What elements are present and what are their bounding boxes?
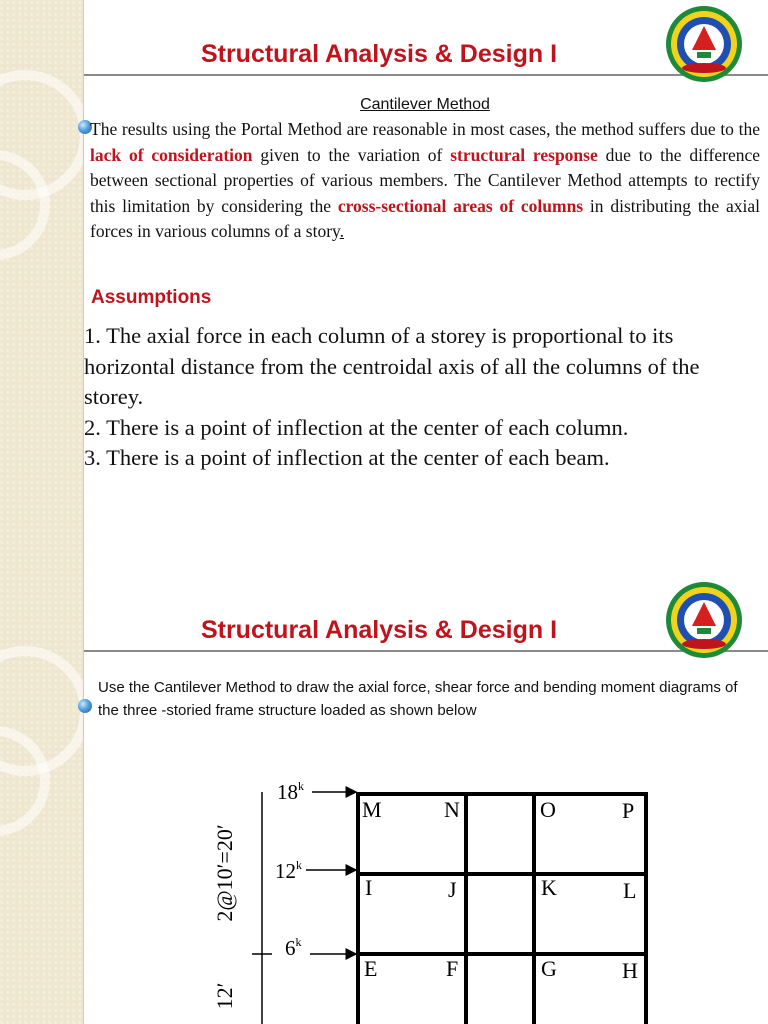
assumption-item: 3. There is a point of inflection at the center of each beam. (84, 445, 610, 470)
node-label: P (622, 798, 635, 823)
node-label: O (540, 797, 556, 822)
node-label: H (622, 958, 638, 983)
intro-paragraph: The results using the Portal Method are reasonable in most cases, the method suffers due to the lack of consideration given to the variation of structural response due to the difference between sectional properties of various members. The Cantilever Method attempts to rectify this limitation by considering the cross-sectional areas of columns in distributing the axial forces in various columns of a story. (90, 119, 761, 241)
assumption-item: 2. There is a point of inflection at the center of each column. (84, 414, 629, 440)
section-heading: Cantilever Method (360, 96, 490, 113)
load-label-level-2: 12$^k$ (275, 858, 302, 883)
node-label: K (541, 875, 557, 900)
highlight-cross-section: cross-sectional areas of columns (337, 195, 584, 216)
node-label: G (541, 956, 557, 981)
highlight-structural-response: structural response (450, 144, 598, 165)
slide-title: Structural Analysis & Design I (200, 40, 558, 68)
problem-statement: Use the Cantilever Method to draw the axial force, shear force and bending moment diagrams of the three -storied frame structure loaded as shown below (98, 679, 738, 719)
assumption-item: 1. The axial force in each column of a storey is proportional to its horizontal distance from the centroidal axis of all the columns of the storey. (84, 323, 700, 409)
node-label: J (448, 877, 457, 902)
dimension-lower: 12′ (212, 982, 237, 1010)
load-label-level-1: 6$^k$ (285, 935, 302, 960)
node-label: I (365, 875, 373, 900)
highlight-lack: lack of consideration (90, 144, 253, 165)
node-label: N (444, 797, 460, 822)
assumptions-heading: Assumptions (91, 287, 212, 308)
node-label: L (623, 878, 637, 903)
dimension-upper: 2@10′=20′ (212, 824, 237, 922)
slide-title: Structural Analysis & Design I (200, 616, 558, 644)
node-label: E (364, 956, 378, 981)
node-label: M (362, 797, 382, 822)
node-label: F (446, 956, 459, 981)
load-label-roof: 18$^k$ (277, 779, 304, 804)
